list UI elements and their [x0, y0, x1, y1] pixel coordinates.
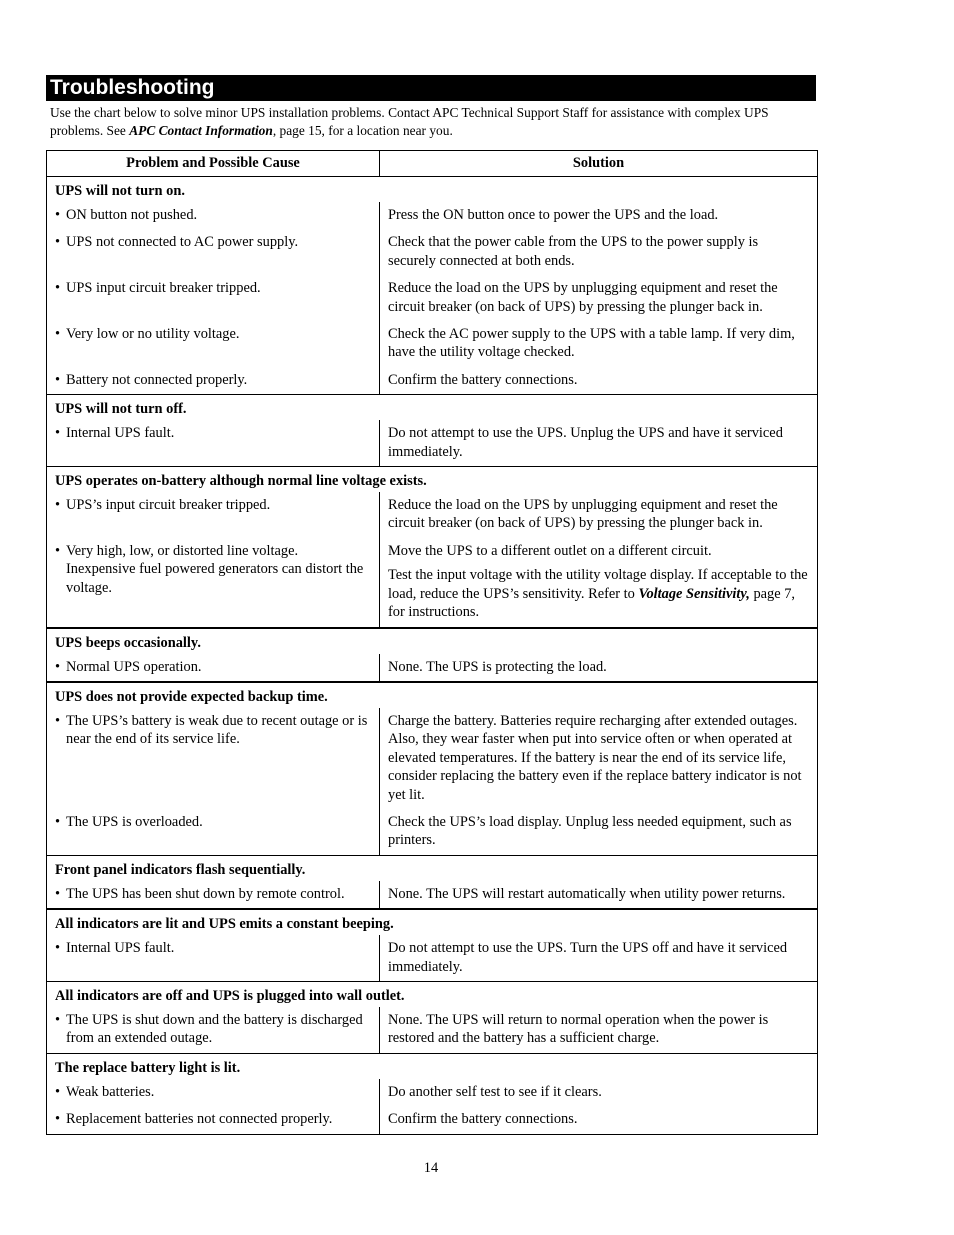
cause-cell	[47, 1106, 380, 1134]
bullet-icon: •	[55, 371, 61, 388]
cause-text: Replacement batteries not connected properly.	[66, 1111, 333, 1128]
group-title: All indicators are lit and UPS emits a constant beeping.	[47, 909, 818, 935]
cause-text: The UPS is overloaded.	[66, 813, 203, 830]
table-row	[47, 202, 818, 229]
cause-cell	[47, 420, 380, 466]
cause-text: Battery not connected properly.	[66, 371, 248, 388]
group-header	[47, 628, 818, 654]
cause-text: Internal UPS fault.	[66, 425, 175, 442]
cause-cell	[47, 809, 380, 855]
cause-text: The UPS is shut down and the battery is discharged from an extended outage.	[66, 1011, 363, 1047]
solution-cell: None. The UPS is protecting the load.	[380, 654, 818, 682]
bullet-icon: •	[55, 658, 61, 675]
solution-cell: Check that the power cable from the UPS to the power supply is securely connected at both ends.	[380, 229, 818, 275]
bullet-icon: •	[55, 234, 61, 251]
cause-text: The UPS has been shut down by remote control.	[66, 885, 345, 902]
group-header	[47, 682, 818, 708]
cause-cell	[47, 492, 380, 538]
group-title: UPS will not turn on.	[47, 177, 818, 203]
cause-cell	[47, 367, 380, 395]
solution-text-2	[388, 566, 809, 621]
solution-cell	[380, 538, 818, 628]
table-row	[47, 1106, 818, 1134]
bullet-icon: •	[55, 497, 61, 514]
voltage-sensitivity-reference: Voltage Sensitivity,	[638, 585, 750, 602]
group-title: UPS beeps occasionally.	[47, 628, 818, 654]
bullet-icon: •	[55, 813, 61, 830]
page-number: 14	[423, 1160, 439, 1176]
solution-cell: Check the AC power supply to the UPS with a table lamp. If very dim, have the utility voltage checked.	[380, 321, 818, 367]
cause-text: ON button not pushed.	[66, 207, 198, 223]
cause-cell	[47, 538, 380, 628]
table-row	[47, 229, 818, 275]
solution-cell: None. The UPS will restart automatically when utility power returns.	[380, 881, 818, 909]
cause-cell	[47, 935, 380, 981]
table-row	[47, 420, 818, 466]
solution-text-post: page 7, for instructions.	[388, 585, 796, 621]
group-title: UPS operates on-battery although normal line voltage exists.	[47, 467, 818, 493]
group-header	[47, 909, 818, 935]
cause-cell	[47, 229, 380, 275]
group-title: Front panel indicators flash sequentially.	[47, 855, 818, 881]
bullet-icon: •	[55, 885, 61, 902]
section-title: Troubleshooting	[46, 75, 816, 101]
cause-text: Very low or no utility voltage.	[66, 326, 240, 343]
table-row	[47, 1079, 818, 1106]
group-header	[47, 1053, 818, 1079]
group-header	[47, 395, 818, 421]
group-title: UPS does not provide expected backup time.	[47, 682, 818, 708]
column-header-problem: Problem and Possible Cause	[47, 151, 380, 177]
solution-cell: Confirm the battery connections.	[380, 1106, 818, 1134]
cause-text: UPS not connected to AC power supply.	[66, 234, 299, 251]
table-row	[47, 538, 818, 628]
bullet-icon: •	[55, 940, 61, 957]
bullet-icon: •	[55, 425, 61, 442]
cause-cell	[47, 202, 380, 229]
table-row	[47, 654, 818, 682]
cause-text: Weak batteries.	[66, 1083, 155, 1100]
table-row	[47, 367, 818, 395]
group-header	[47, 467, 818, 493]
table-header-row	[47, 151, 818, 177]
bullet-icon: •	[55, 712, 61, 729]
column-header-solution: Solution	[380, 151, 818, 177]
solution-cell: Charge the battery. Batteries require recharging after extended outages. Also, they wear faster when put into service often or when operated at elevated temperatures. If the battery is near the end of its service life, consider replacing the battery even if the replace battery indicator is not yet lit.	[380, 708, 818, 809]
group-header	[47, 981, 818, 1007]
solution-cell: Do another self test to see if it clears.	[380, 1079, 818, 1106]
intro-paragraph	[50, 104, 820, 140]
group-title: All indicators are off and UPS is plugged into wall outlet.	[47, 981, 818, 1007]
cause-cell	[47, 321, 380, 367]
cause-cell	[47, 1079, 380, 1106]
cause-cell	[47, 275, 380, 321]
group-header	[47, 177, 818, 203]
solution-cell: Confirm the battery connections.	[380, 367, 818, 395]
table-row	[47, 881, 818, 909]
solution-cell: Check the UPS’s load display. Unplug less needed equipment, such as printers.	[380, 809, 818, 855]
solution-text-pre: Test the input voltage with the utility voltage display. If acceptable to the load, reduce the UPS’s sensitivity. Refer to	[388, 567, 808, 602]
troubleshooting-table	[46, 150, 818, 1135]
cause-text: UPS’s input circuit breaker tripped.	[66, 497, 271, 514]
bullet-icon: •	[55, 1011, 61, 1028]
bullet-icon: •	[55, 1083, 61, 1100]
cause-cell	[47, 654, 380, 682]
bullet-icon: •	[55, 207, 61, 223]
cause-cell	[47, 708, 380, 809]
table-row	[47, 275, 818, 321]
table-row	[47, 1007, 818, 1053]
solution-cell: Do not attempt to use the UPS. Unplug the UPS and have it serviced immediately.	[380, 420, 818, 466]
cause-text: Normal UPS operation.	[66, 658, 202, 675]
table-row	[47, 809, 818, 855]
cause-text: UPS input circuit breaker tripped.	[66, 280, 261, 297]
table-row	[47, 321, 818, 367]
contact-reference: APC Contact Information	[129, 123, 273, 138]
table-row	[47, 935, 818, 981]
bullet-icon: •	[55, 326, 61, 343]
solution-cell: Do not attempt to use the UPS. Turn the UPS off and have it serviced immediately.	[380, 935, 818, 981]
cause-text: Very high, low, or distorted line voltage. Inexpensive fuel powered generators can distort the voltage.	[66, 542, 364, 596]
cause-text: The UPS’s battery is weak due to recent outage or is near the end of its service life.	[66, 712, 368, 748]
bullet-icon: •	[55, 1111, 61, 1128]
group-title: UPS will not turn off.	[47, 395, 818, 421]
table-row	[47, 492, 818, 538]
cause-cell	[47, 881, 380, 909]
solution-text: Move the UPS to a different outlet on a different circuit.	[388, 542, 712, 559]
solution-cell: Press the ON button once to power the UPS and the load.	[380, 202, 818, 229]
intro-text-end: , page 15, for a location near you.	[272, 123, 453, 138]
cause-cell	[47, 1007, 380, 1053]
bullet-icon: •	[55, 280, 61, 297]
intro-text: Use the chart below to solve minor UPS installation problems. Contact APC Technical Support Staff for assistance with complex UPS problems. See	[50, 105, 769, 138]
group-header	[47, 855, 818, 881]
solution-cell: Reduce the load on the UPS by unplugging equipment and reset the circuit breaker (on back of UPS) by pressing the plunger back in.	[380, 275, 818, 321]
table-row	[47, 708, 818, 809]
solution-cell: Reduce the load on the UPS by unplugging equipment and reset the circuit breaker (on back of UPS) by pressing the plunger back in.	[380, 492, 818, 538]
cause-text: Internal UPS fault.	[66, 940, 175, 957]
solution-cell: None. The UPS will return to normal operation when the power is restored and the battery has a sufficient charge.	[380, 1007, 818, 1053]
bullet-icon: •	[55, 542, 61, 559]
group-title: The replace battery light is lit.	[47, 1053, 818, 1079]
